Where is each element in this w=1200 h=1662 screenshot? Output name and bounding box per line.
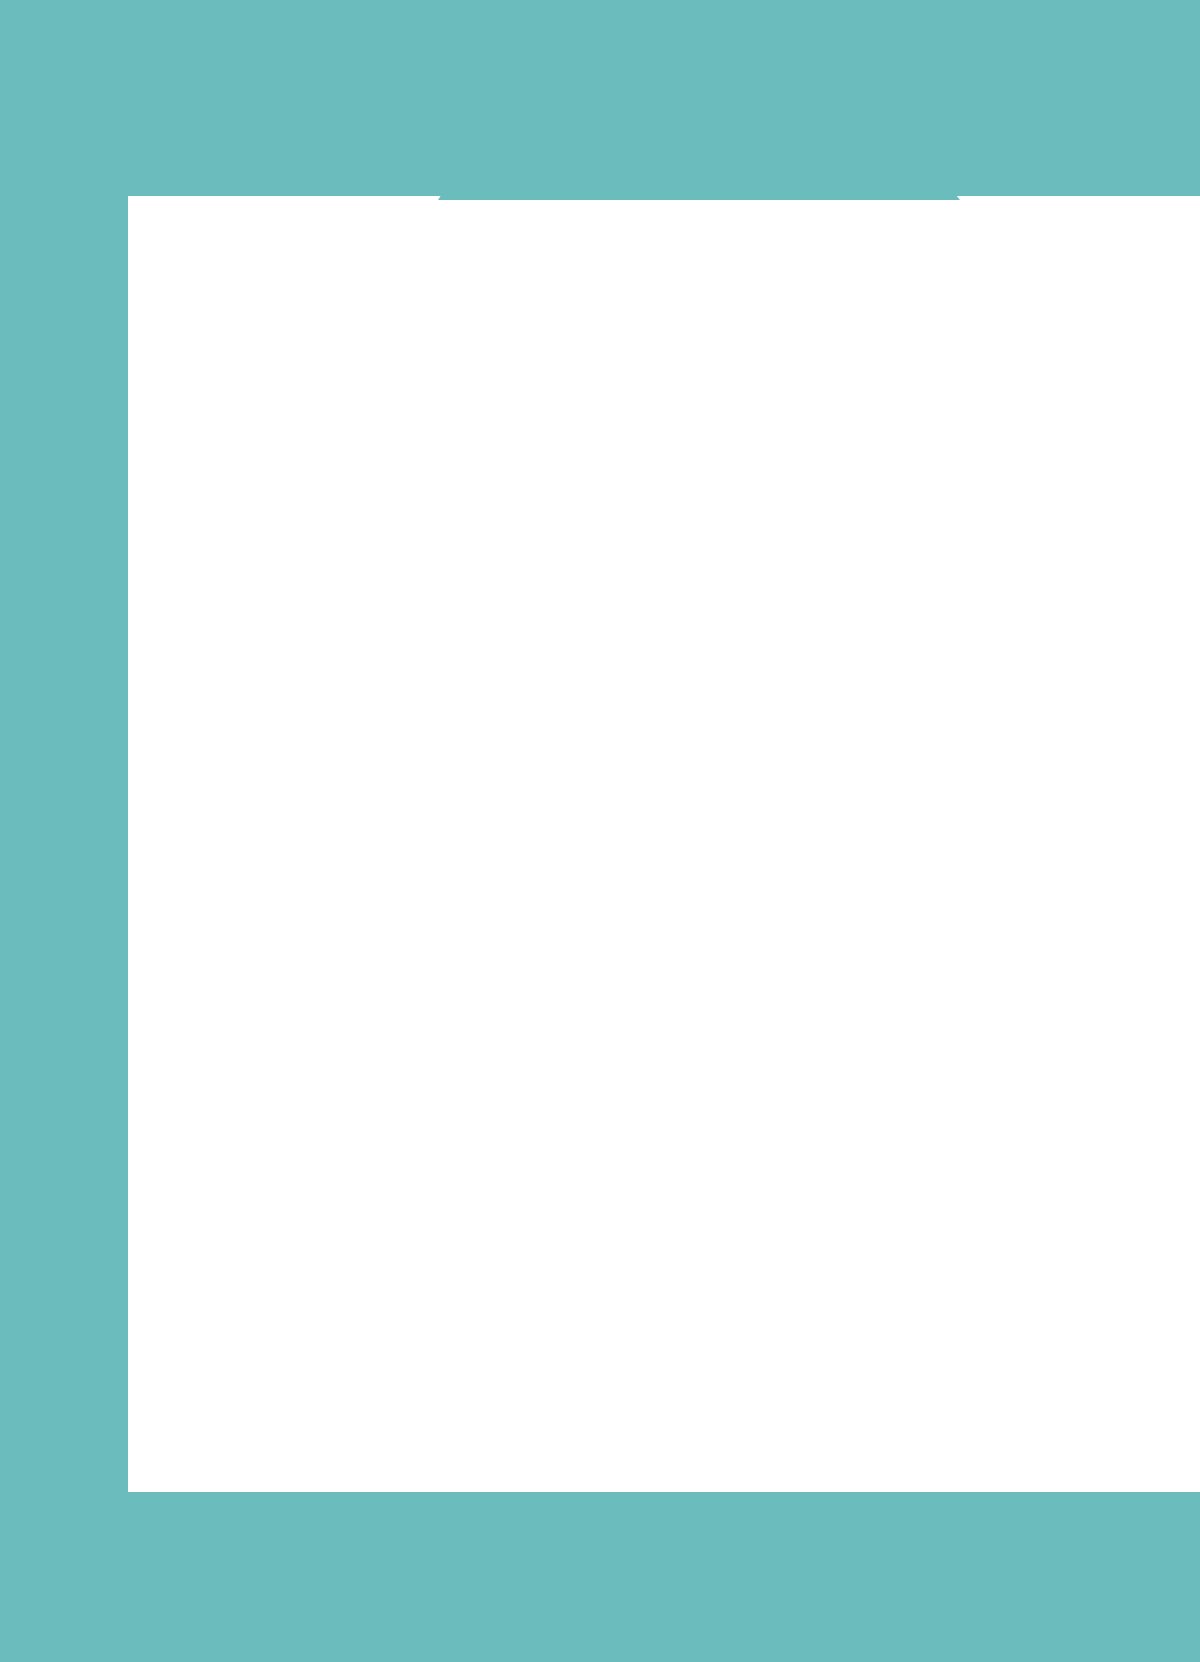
title-banner-area xyxy=(0,132,1200,202)
memo-text-body xyxy=(242,240,1084,1430)
